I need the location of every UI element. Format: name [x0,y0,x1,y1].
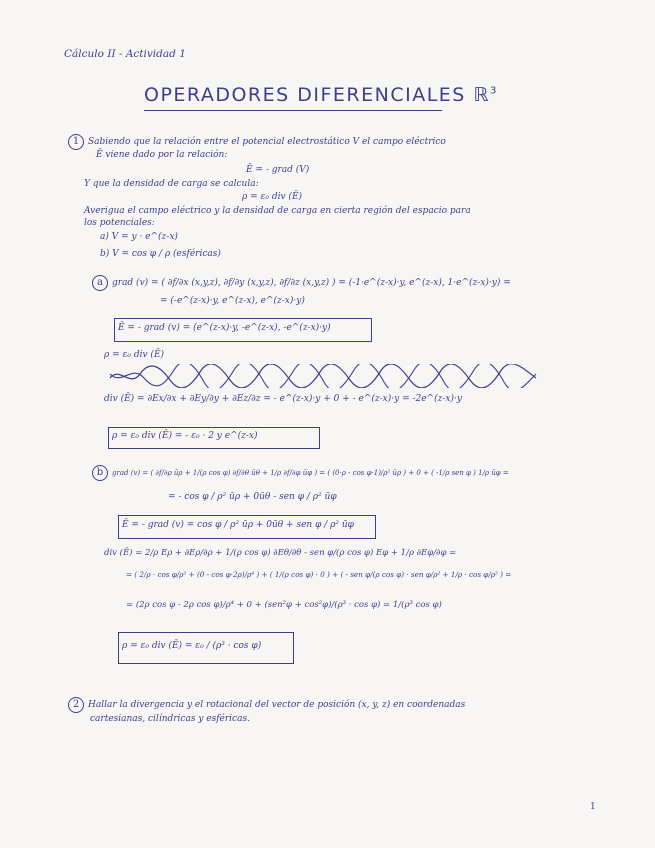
part-b-divergence-line-2: = ( 2/ρ · cos φ/ρ² + (0 - cos φ·2ρ)/ρ⁴ ) + ( 1/(ρ cos φ) · 0 ) + ( - sen φ/(ρ cos φ) · sen φ/ρ² + 1/ρ · cos φ/ρ² ) = [126,570,512,579]
part-b-divergence-line-1: div (Ē) = 2/ρ Eρ + ∂Eρ/∂ρ + 1/(ρ cos φ) ∂Eθ/∂θ - sen φ/(ρ cos φ) Eφ + 1/ρ ∂Eφ/∂φ = [104,548,457,558]
problem1-line-6: Averigua el campo eléctrico y la densidad de carga en cierta región del espacio para [84,206,471,216]
page-title-text: OPERADORES DIFERENCIALES ℝ [144,84,490,106]
part-a-divergence: div (Ē) = ∂Ex/∂x + ∂Ey/∂y + ∂Ez/∂z = - e^(z-x)·y + 0 + - e^(z-x)·y = -2e^(z-x)·y [104,394,462,404]
problem1-line-2: Ē viene dado por la relación: [96,150,228,160]
page-title-superscript: 3 [489,85,498,97]
part-a-label: a [92,275,108,291]
problem1-line-4: Y que la densidad de carga se calcula: [84,179,259,189]
crossed-out-work [108,364,538,388]
problem2-line-1: 2 Hallar la divergencia y el rotacional del vector de posición (x, y, z) en coordenadas [68,697,465,713]
part-b-gradient-line-1: b grad (v) = ( ∂f/∂ρ ūρ + 1/(ρ cos φ) ∂f/∂θ ūθ + 1/ρ ∂f/∂φ ūφ ) = ( (0·ρ - cos φ·1)/ρ² ūρ ) + 0 + ( -1/ρ sen φ ) 1/ρ ūφ = [92,465,509,481]
part-a-gradient-line-1: a grad (v) = ( ∂f/∂x (x,y,z), ∂f/∂y (x,y,z), ∂f/∂z (x,y,z) ) = (-1·e^(z-x)·y, e^(z-x), 1·e^(z-x)·y) = [92,275,511,291]
problem2-line-2: cartesianas, cilíndricas y esféricas. [90,714,250,724]
part-b-divergence-line-3: = (2ρ cos φ - 2ρ cos φ)/ρ⁴ + 0 + (sen²φ + cos²φ)/(ρ³ · cos φ) = 1/(ρ³ cos φ) [126,600,442,610]
page-title [144,84,498,106]
part-b-label: b [92,465,108,481]
part-b-density-result: ρ = ε₀ div (Ē) = ε₀ / (ρ³ · cos φ) [122,641,262,651]
problem1-line-7: los potenciales: [84,218,155,228]
problem2-number: 2 [68,697,84,713]
part-a-gradient-line-2: = (-e^(z-x)·y, e^(z-x), e^(z-x)·y) [160,296,305,306]
page-number: 1 [590,802,596,812]
problem1-case-a: a) V = y · e^(z-x) [100,232,178,242]
part-a-density-result: ρ = ε₀ div (Ē) = - ε₀ · 2 y e^(z-x) [112,431,258,441]
problem1-case-b: b) V = cos φ / ρ (esféricas) [100,249,221,259]
problem1-density-formula: ρ = ε₀ div (Ē) [242,192,303,202]
problem1-line-1: 1 Sabiendo que la relación entre el potencial electrostático V el campo eléctrico [68,134,446,150]
course-header: Cálculo II - Actividad 1 [64,48,186,60]
problem1-number: 1 [68,134,84,150]
title-underline [144,110,442,111]
part-b-field-result: Ē = - grad (v) = cos φ / ρ² ūρ + 0ūθ + sen φ / ρ² ūφ [122,520,354,530]
problem1-field-formula: Ē = - grad (V) [246,165,310,175]
part-a-density-definition: ρ = ε₀ div (Ē) [104,350,165,360]
part-b-gradient-line-2: = - cos φ / ρ² ūρ + 0ūθ - sen φ / ρ² ūφ [168,492,337,502]
part-a-field-result: Ē = - grad (v) = (e^(z-x)·y, -e^(z-x), -e^(z-x)·y) [118,323,331,333]
